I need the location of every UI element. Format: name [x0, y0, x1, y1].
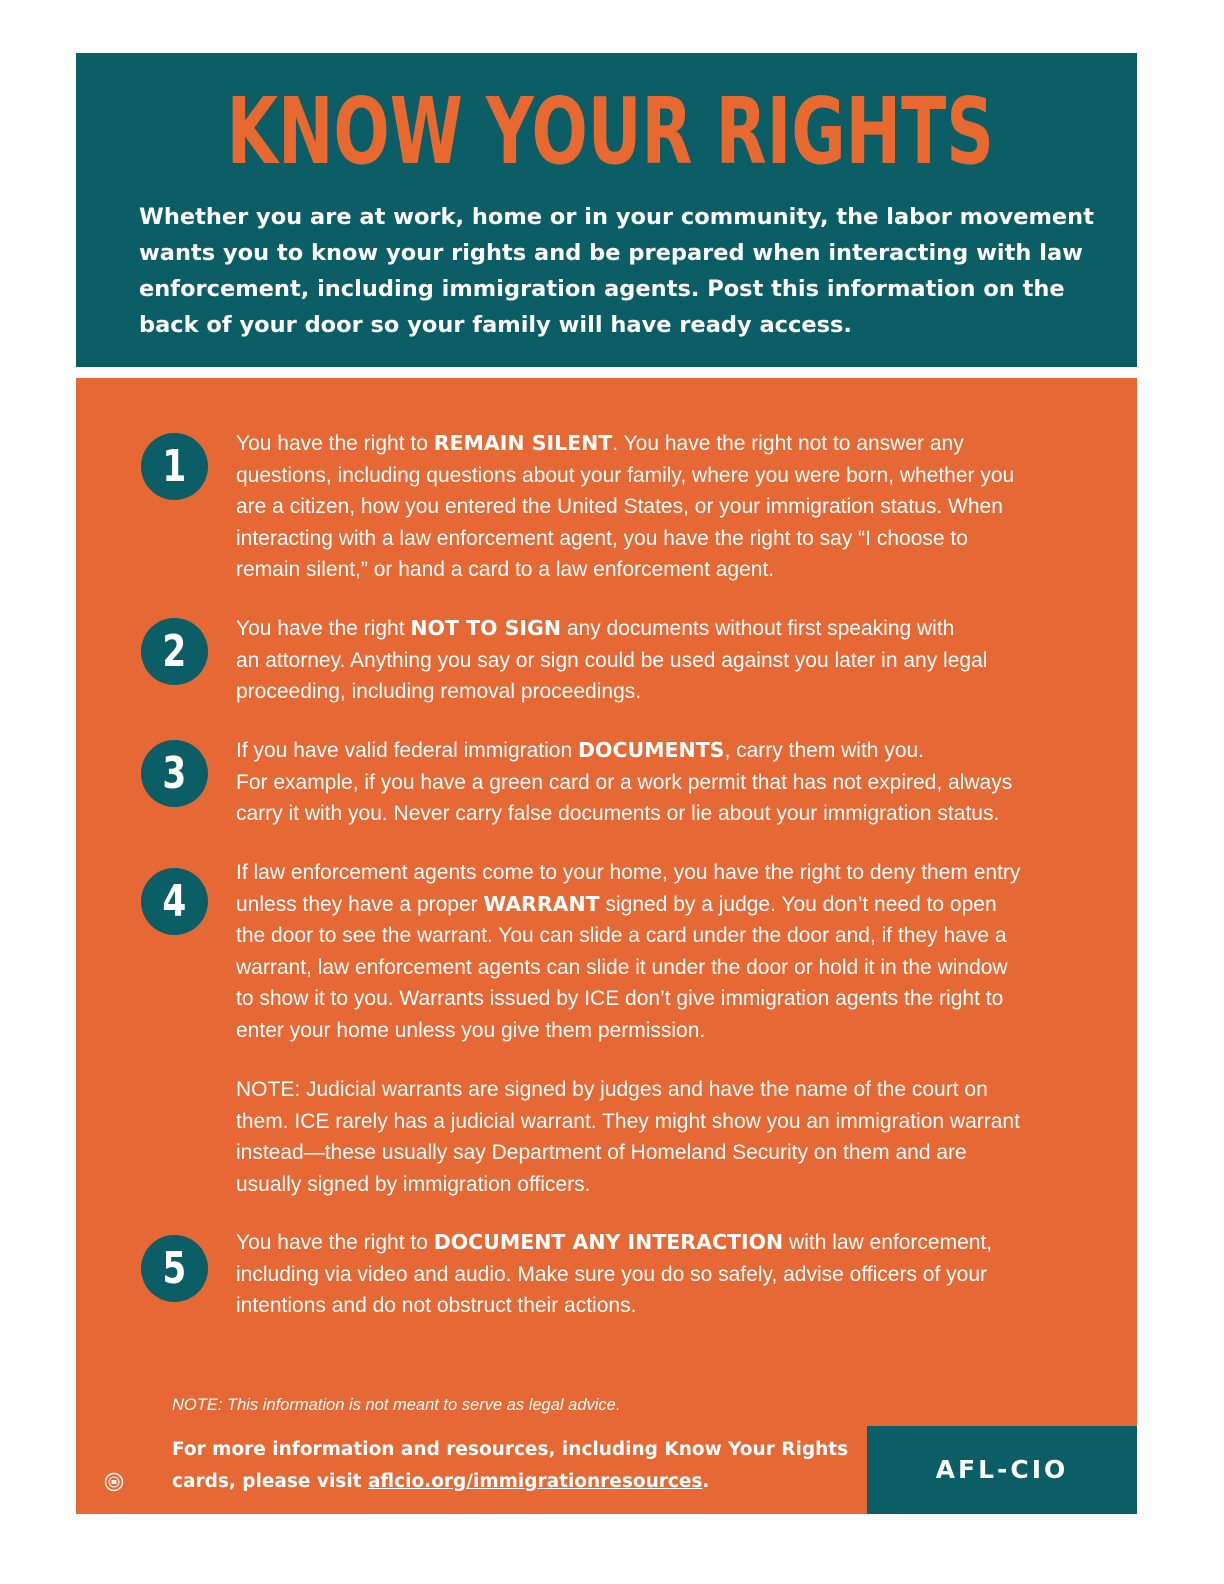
page-title: KNOW YOUR RIGHTS [226, 78, 994, 185]
number-badge-2: 2 [141, 618, 208, 685]
text-line: including via video and audio. Make sure you do so safely, advise officers of your [236, 1262, 987, 1286]
text-line: enter your home unless you give them permission. [236, 1018, 706, 1042]
text-line: unless they have a proper WARRANT signed by a judge. You don’t need to open [236, 891, 997, 916]
text-line: NOTE: Judicial warrants are signed by judges and have the name of the court on [236, 1078, 988, 1101]
number-badge-1: 1 [141, 433, 208, 500]
text-line: to show it to you. Warrants issued by ICE don’t give immigration agents the right to [236, 987, 1004, 1011]
right-1-keyword: REMAIN SILENT [433, 431, 613, 455]
text-line: instead—these usually say Department of Homeland Security on them and are [236, 1141, 967, 1165]
right-3-text [236, 735, 1086, 830]
intro-line: wants you to know your rights and be prepared when interacting with law [139, 240, 1083, 266]
text-line: If law enforcement agents come to your home, you have the right to deny them entry [236, 861, 1021, 884]
text-line: If you have valid federal immigration DOCUMENTS, carry them with you. [236, 738, 925, 762]
right-1-text [236, 428, 1086, 586]
intro-line: Whether you are at work, home or in your community, the labor movement [139, 204, 1094, 230]
intro-paragraph [139, 199, 1094, 343]
text-line: interacting with a law enforcement agent, you have the right to say “I choose to [236, 526, 968, 550]
right-3-keyword: DOCUMENTS [578, 738, 725, 762]
number-badge-5: 5 [141, 1235, 208, 1302]
right-5-keyword: DOCUMENT ANY INTERACTION [433, 1230, 784, 1254]
warrant-note [236, 1074, 1086, 1200]
text-line: usually signed by immigration officers. [236, 1172, 591, 1196]
text-line: For example, if you have a green card or a work permit that has not expired, always [236, 770, 1013, 794]
right-2-keyword: NOT TO SIGN [410, 616, 561, 640]
text-line: warrant, law enforcement agents can slide it under the door or hold it in the window [236, 955, 1008, 979]
text-line: are a citizen, how you entered the United States, or your immigration status. When [236, 495, 1003, 519]
right-4-keyword: WARRANT [483, 891, 600, 916]
more-info-text [172, 1434, 848, 1498]
text-line: proceeding, including removal proceedings. [236, 680, 642, 704]
text-line: an attorney. Anything you say or sign could be used against you later in any legal [236, 648, 988, 672]
text-line: cards, please visit aflcio.org/immigrationresources. [172, 1471, 710, 1492]
aflcio-logo [867, 1426, 1137, 1514]
text-line: You have the right to REMAIN SILENT. You have the right not to answer any [236, 431, 964, 455]
number-badge-4: 4 [141, 868, 208, 935]
text-line: For more information and resources, including Know Your Rights [172, 1439, 849, 1460]
text-line: carry it with you. Never carry false documents or lie about your immigration status. [236, 802, 1000, 826]
text-line: them. ICE rarely has a judicial warrant. They might show you an immigration warrant [236, 1109, 1020, 1133]
text-line: questions, including questions about your family, where you were born, whether you [236, 463, 1015, 487]
text-line: the door to see the warrant. You can slide a card under the door and, if they have a [236, 924, 1007, 948]
union-bug-icon [104, 1472, 124, 1492]
text-line: remain silent,” or hand a card to a law enforcement agent. [236, 558, 775, 582]
right-5-text [236, 1227, 1086, 1322]
legal-disclaimer: NOTE: This information is not meant to serve as legal advice. [172, 1396, 621, 1414]
text-line: You have the right to DOCUMENT ANY INTERACTION with law enforcement, [236, 1230, 993, 1254]
right-2-text [236, 613, 1086, 708]
logo-text: AFL-CIO [935, 1455, 1069, 1484]
resources-link[interactable]: aflcio.org/immigrationresources [367, 1471, 703, 1492]
text-line: You have the right NOT TO SIGN any documents without first speaking with [236, 616, 955, 640]
number-badge-3: 3 [141, 740, 208, 807]
intro-line: back of your door so your family will have ready access. [139, 312, 852, 338]
right-4-text [236, 857, 1086, 1047]
text-line: intentions and do not obstruct their actions. [236, 1294, 637, 1318]
intro-line: enforcement, including immigration agents. Post this information on the [139, 276, 1065, 302]
